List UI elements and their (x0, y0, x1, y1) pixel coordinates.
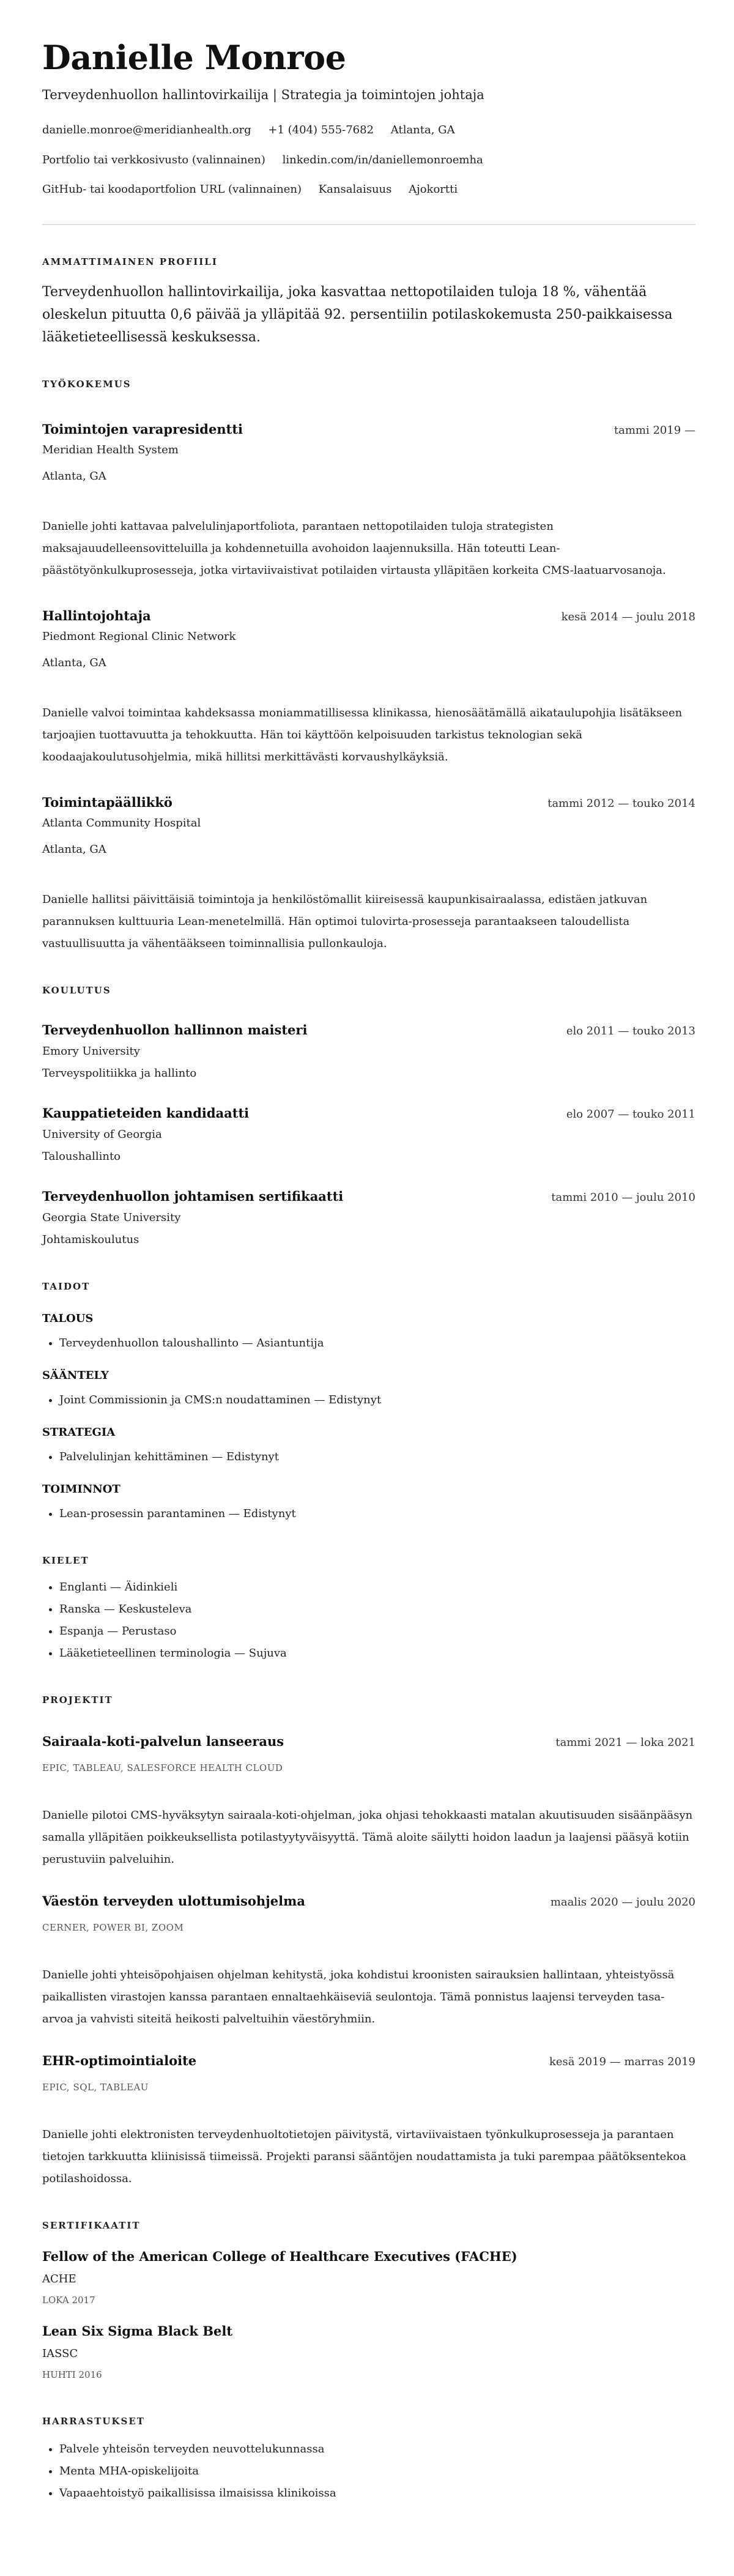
job-dates: tammi 2019 — (614, 424, 695, 437)
hobby-item: • Vapaaehtoistyö paikallisissa ilmaisissa klinikoissa (59, 2482, 695, 2504)
tagline: Terveydenhuollon hallintovirkailija | Strategia ja toimintojen johtaja (42, 87, 484, 102)
job-entry (42, 792, 695, 955)
language-item: • Englanti — Äidinkieli (59, 1576, 695, 1598)
certification-name: Fellow of the American College of Healthcare Executives (FACHE) (42, 2249, 517, 2264)
skill-list (42, 1332, 695, 1354)
skill-list (42, 1389, 695, 1411)
contact-row (42, 179, 695, 201)
certification-entry (42, 2246, 695, 2311)
certification-issuer: IASSC (42, 2347, 78, 2360)
job-title: Hallintojohtaja (42, 608, 151, 623)
skill-item: • Palvelulinjan kehittäminen — Edistynyt (59, 1446, 695, 1468)
skill-list (42, 1446, 695, 1468)
language-item: • Lääketieteellinen terminologia — Sujuva (59, 1642, 695, 1665)
job-title: Toimintapäällikkö (42, 795, 172, 810)
education-entry (42, 1102, 695, 1168)
job-location: Atlanta, GA (42, 470, 106, 483)
job-dates: kesä 2014 — joulu 2018 (561, 611, 695, 623)
hobby-item: • Palvele yhteisön terveyden neuvottelukunnassa (59, 2438, 695, 2460)
linkedin-link[interactable]: linkedin.com/in/daniellemonroemha (282, 154, 483, 166)
certifications-section (42, 2214, 695, 2386)
degree-title: Terveydenhuollon johtamisen sertifikaatti (42, 1189, 344, 1204)
certification-date: LOKA 2017 (42, 2295, 95, 2306)
school-name: University of Georgia (42, 1128, 162, 1141)
education-dates: tammi 2010 — joulu 2010 (551, 1191, 695, 1204)
email-link[interactable]: danielle.monroe@meridianhealth.org (42, 124, 251, 136)
education-section (42, 979, 695, 1251)
certification-issuer: ACHE (42, 2273, 76, 2285)
skill-item: • Terveydenhuollon taloushallinto — Asiantuntija (59, 1332, 695, 1354)
hobby-item: • Menta MHA-opiskelijoita (59, 2460, 695, 2482)
education-entry (42, 1186, 695, 1251)
project-title: Väestön terveyden ulottumisohjelma (42, 1893, 305, 1909)
certification-entry (42, 2320, 695, 2386)
project-description: Danielle johti yhteisöpohjaisen ohjelman kehitystä, joka kohdistui kroonisten sairauksien hallintaan, yhteistyössä paikallisten virastojen kanssa parantaen ennaltaehkäiseviä seulontoja. Tämä ponnistus laajensi terveyden tasa-arvoa ja vahvisti siteitä heikosti palveltuihin väestöryhmiin. (42, 1969, 675, 2025)
section-title: TAIDOT (42, 1281, 91, 1292)
skill-category-title: TALOUS (42, 1312, 94, 1325)
section-title: KOULUTUS (42, 985, 111, 996)
contact-row (42, 119, 695, 141)
job-dates: tammi 2012 — touko 2014 (547, 797, 695, 810)
company-name: Meridian Health System (42, 444, 179, 456)
section-title: KIELET (42, 1555, 89, 1566)
project-entry (42, 2050, 695, 2190)
section-title: HARRASTUKSET (42, 2416, 145, 2427)
certification-date: HUHTI 2016 (42, 2369, 102, 2380)
portfolio-link[interactable]: Portfolio tai verkkosivusto (valinnainen) (42, 154, 265, 166)
project-dates: kesä 2019 — marras 2019 (549, 2055, 695, 2068)
project-description: Danielle johti elektronisten terveydenhuoltotietojen päivitystä, virtaviivaistaen työnkulkuprosesseja ja parantaen tietojen tarkkuutta kliinisissä tiimeissä. Projekti paransi sääntöjen noudattamista ja tuki parempaa päätöksentekoa potilashoidossa. (42, 2128, 686, 2185)
school-name: Georgia State University (42, 1211, 181, 1224)
job-entry (42, 418, 695, 582)
skill-item: • Lean-prosessin parantaminen — Edistynyt (59, 1503, 695, 1525)
projects-section (42, 1689, 695, 2190)
section-title: AMMATTIMAINEN PROFIILI (42, 256, 218, 267)
certification-name: Lean Six Sigma Black Belt (42, 2323, 233, 2339)
skill-category-title: STRATEGIA (42, 1426, 116, 1439)
company-name: Piedmont Regional Clinic Network (42, 630, 236, 643)
project-dates: tammi 2021 — loka 2021 (555, 1736, 695, 1749)
degree-title: Terveydenhuollon hallinnon maisteri (42, 1022, 308, 1037)
candidate-name: Danielle Monroe (42, 38, 346, 77)
job-description: Danielle valvoi toimintaa kahdeksassa moniammatillisessa klinikassa, hienosäätämällä aikataulupohjia lisätäkseen tarjoajien tuottavuutta ja tehokkuutta. Hän toi käyttöön kelpoisuuden tarkistus teknologian sekä koodaajakoulutusohjelmia, mikä hillitsi merkittävästi korvaushylkäyksiä. (42, 707, 683, 763)
section-title: SERTIFIKAATIT (42, 2220, 141, 2231)
language-item: • Espanja — Perustaso (59, 1620, 695, 1642)
school-name: Emory University (42, 1045, 140, 1058)
skills-section (42, 1275, 695, 1525)
contact-row (42, 149, 695, 171)
profile-summary: Terveydenhuollon hallintovirkailija, joka kasvattaa nettopotilaiden tuloja 18 %, vähentää oleskelun pituutta 0,6 päivää ja ylläpitää 92. persentiilin potilaskokemusta 250-paikkaisessa lääketieteellisessä keskuksessa. (42, 284, 673, 345)
company-name: Atlanta Community Hospital (42, 817, 201, 830)
experience-section (42, 373, 695, 955)
field-of-study: Johtamiskoulutus (42, 1233, 139, 1246)
field-of-study: Terveyspolitiikka ja hallinto (42, 1067, 197, 1080)
education-entry (42, 1019, 695, 1085)
project-description: Danielle pilotoi CMS-hyväksytyn sairaala-koti-ohjelman, joka ohjasi tehokkaasti matalan akuutisuuden sisäänpääsyn samalla ylläpitäen poikkeuksellista potilastyytyväisyyttä. Tämä aloite säilytti hoidon laadun ja laajensi pääsyä kotiin perustuviin palveluihin. (42, 1809, 693, 1866)
project-entry (42, 1890, 695, 2030)
education-dates: elo 2007 — touko 2011 (566, 1108, 695, 1121)
project-technologies: CERNER, POWER BI, ZOOM (42, 1922, 184, 1933)
project-title: EHR-optimointialoite (42, 2053, 197, 2068)
hobbies-section (42, 2410, 695, 2504)
job-title: Toimintojen varapresidentti (42, 421, 243, 437)
hobby-list (42, 2438, 695, 2504)
job-location: Atlanta, GA (42, 843, 106, 856)
profile-section (42, 251, 695, 349)
citizenship-text: Kansalaisuus (318, 183, 392, 196)
language-list (42, 1576, 695, 1665)
job-location: Atlanta, GA (42, 656, 106, 669)
skill-category-title: SÄÄNTELY (42, 1369, 109, 1382)
github-link[interactable]: GitHub- tai koodaportfolion URL (valinnainen) (42, 183, 302, 196)
field-of-study: Taloushallinto (42, 1150, 121, 1163)
project-dates: maalis 2020 — joulu 2020 (550, 1896, 695, 1909)
header-divider (42, 224, 695, 225)
license-text: Ajokortti (409, 183, 458, 196)
phone-number: +1 (404) 555-7682 (268, 124, 374, 136)
skill-list (42, 1503, 695, 1525)
project-technologies: EPIC, SQL, TABLEAU (42, 2082, 149, 2093)
education-dates: elo 2011 — touko 2013 (566, 1025, 695, 1037)
job-entry (42, 605, 695, 768)
degree-title: Kauppatieteiden kandidaatti (42, 1105, 250, 1121)
project-technologies: EPIC, TABLEAU, SALESFORCE HEALTH CLOUD (42, 1762, 283, 1773)
skill-item: • Joint Commissionin ja CMS:n noudattaminen — Edistynyt (59, 1389, 695, 1411)
section-title: PROJEKTIT (42, 1694, 113, 1706)
project-title: Sairaala-koti-palvelun lanseeraus (42, 1734, 284, 1749)
resume-header (42, 36, 695, 225)
job-description: Danielle johti kattavaa palvelulinjaportfoliota, parantaen nettopotilaiden tuloja strategisten maksajauudelleensovitteluilla ja kohdennetuilla avohoidon laajennuksilla. Hän toteutti Lean-päästötyönkulkuprosesseja, jotka virtaviivaistivat potilaiden virtausta ylläpitäen korkeita CMS-laatuarvosanoja. (42, 520, 666, 577)
languages-section (42, 1550, 695, 1665)
job-description: Danielle hallitsi päivittäisiä toimintoja ja henkilöstömallit kiireisessä kaupunkisairaalassa, edistäen jatkuvan parannuksen kulttuuria Lean-menetelmillä. Hän optimoi tulovirta-prosesseja parantaakseen taloudellista vastuullisuutta ja vähentääkseen toiminnallisia pullonkauloja. (42, 893, 648, 950)
skill-category-title: TOIMINNOT (42, 1483, 120, 1496)
project-entry (42, 1731, 695, 1871)
location-text: Atlanta, GA (390, 124, 455, 136)
section-title: TYÖKOKEMUS (42, 379, 132, 390)
language-item: • Ranska — Keskusteleva (59, 1598, 695, 1620)
